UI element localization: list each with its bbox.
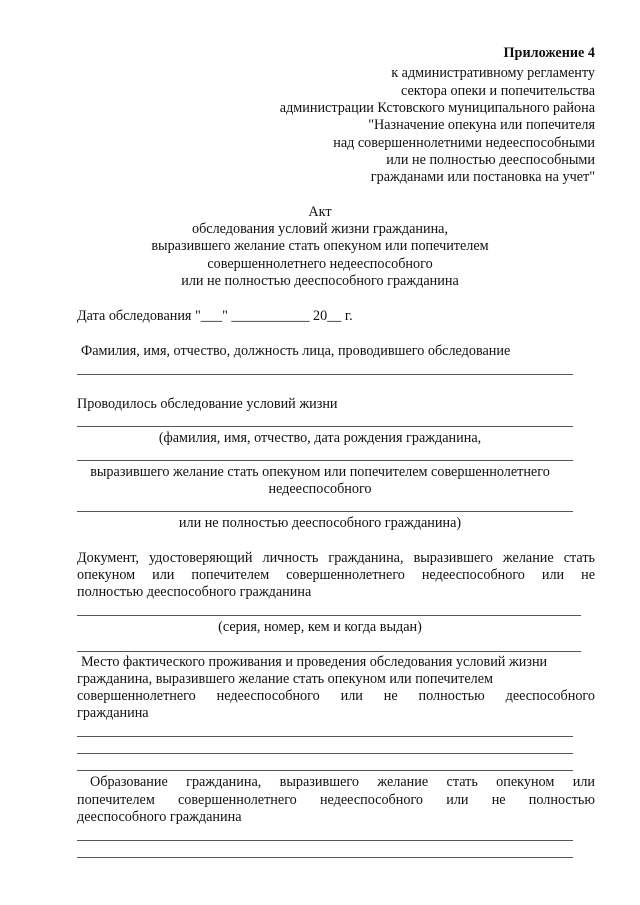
appendix-line: к административному регламенту [391,65,595,81]
education-fill-line [77,840,573,841]
inspector-label: Фамилия, имя, отчество, должность лица, проводившего обследование [81,343,511,359]
residence-label-line: Место фактического проживания и проведения обследования условий жизни [81,654,548,670]
appendix-title: Приложение 4 [503,45,595,61]
citizen-fill-line [77,511,573,512]
citizen-fill-line [77,460,573,461]
appendix-line: гражданами или постановка на учет" [370,169,595,185]
education-label-line: дееспособного гражданина [77,809,242,825]
inspection-date: Дата обследования "___" ___________ 20__ г. [77,308,353,324]
citizen-hint: выразившего желание стать опекуном или попечителем совершеннолетнего [90,464,550,480]
inspector-fill-line [77,374,573,375]
act-subtitle-line: совершеннолетнего недееспособного [207,256,433,272]
act-subtitle-line: обследования условий жизни гражданина, [191,221,449,237]
appendix-line: администрации Кстовского муниципального района [279,100,595,116]
residence-label-line: гражданина [77,705,149,721]
appendix-line: над совершеннолетними недееспособными [333,135,595,151]
appendix-line: сектора опеки и попечительства [401,83,595,99]
conducted-label: Проводилось обследование условий жизни [77,396,338,412]
residence-fill-line [77,753,573,754]
education-label-line: попечителем совершеннолетнего недееспособного или не полностью [77,792,595,808]
residence-label-line: гражданина, выразившего желание стать опекуном или попечителем [77,671,494,687]
residence-fill-line [77,736,573,737]
document-label-line: полностью дееспособного гражданина [77,584,312,600]
document-hint: (серия, номер, кем и когда выдан) [218,619,422,635]
residence-fill-line [77,770,573,771]
education-fill-line [77,857,573,858]
act-title: Акт [308,204,332,220]
residence-label-line: совершеннолетнего недееспособного или не полностью дееспособного [77,688,595,704]
document-label-line: опекуном или попечителем совершеннолетнего недееспособного или не [77,567,595,583]
appendix-line: "Назначение опекуна или попечителя [368,117,595,133]
document-fill-line [77,651,581,652]
document-label-line: Документ, удостоверяющий личность гражданина, выразившего желание стать [77,550,595,566]
citizen-hint: (фамилия, имя, отчество, дата рождения гражданина, [158,430,482,446]
citizen-hint: недееспособного [268,481,372,497]
document-fill-line [77,615,581,616]
education-label-line: Образование гражданина, выразившего желание стать опекуном или [90,774,595,790]
appendix-line: или не полностью дееспособными [386,152,595,168]
act-subtitle-line: или не полностью дееспособного гражданина [181,273,459,289]
citizen-fill-line [77,426,573,427]
act-subtitle-line: выразившего желание стать опекуном или попечителем [151,238,489,254]
citizen-hint: или не полностью дееспособного гражданина) [178,515,462,531]
